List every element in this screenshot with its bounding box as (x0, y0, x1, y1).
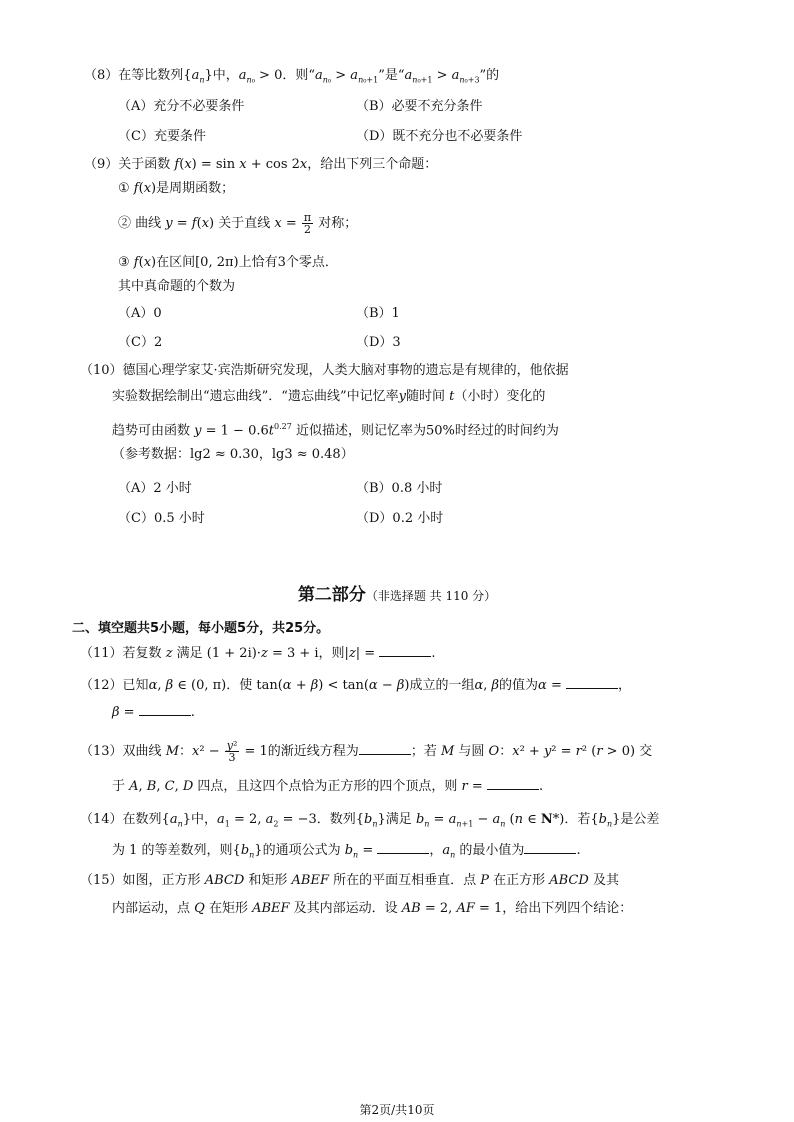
question-9-stem: （9）关于函数 f(x) = sin x + cos 2x，给出下列三个命题： (84, 157, 438, 172)
question-13-line-2: 于 A, B, C, D 四点，且这四个点恰为正方形的四个顶点，则 r = . (112, 779, 544, 794)
statement-2: ② 曲线 y = f(x) 关于直线 x = $\frac{\pi}{2}$ 对称； (118, 211, 358, 236)
question-number: （13） (80, 744, 123, 759)
question-10-line-2: 实验数据绘制出“遗忘曲线”．“遗忘曲线”中记忆率y随时间 t（小时）变化的 (112, 389, 546, 404)
question-10-stem: （10）德国心理学家艾·宾浩斯研究发现，人类大脑对事物的遗忘是有规律的，他依据 (80, 363, 569, 378)
question-10-line-3: 趋势可由函数 $y = 1 - 0.6t^{0.27}$ 近似描述，则记忆率为50%时经过的时间约为 (112, 422, 559, 439)
question-14: （14）在数列$\{a_n\}$中，$a_1 = 2$, $a_2 = -3$．数列$\{b_n\}$满足 $b_n = a_{n+1} - a_n$ (n ∈ N*)．若$\{b_n\}$是公差 (80, 812, 660, 829)
option-b: （B）1 (356, 306, 400, 321)
option-b: （B）必要不充分条件 (356, 99, 483, 114)
option-b: （B）0.8 小时 (356, 481, 443, 496)
question-number: （15） (80, 873, 123, 888)
question-12: （12）已知α, β ∈ (0, π)．使 tan(α + β) < tan(α − β)成立的一组α, β的值为α = ， (80, 678, 632, 693)
question-number: （11） (80, 646, 123, 661)
option-d: （D）0.2 小时 (356, 511, 444, 526)
statement-3: ③ f(x)在区间[0, 2π)上恰有3个零点． (118, 255, 338, 270)
option-c: （C）充要条件 (118, 129, 206, 144)
question-number: （8） (84, 68, 119, 83)
question-14-line-2: 为 1 的等差数列，则$\{b_n\}$的通项公式为 $b_n$ = ，$a_n$ 的最小值为 . (112, 843, 581, 860)
question-10-reference: （参考数据：lg2 ≈ 0.30，lg3 ≈ 0.48） (112, 447, 354, 462)
question-number: （9） (84, 157, 119, 172)
option-d: （D）3 (356, 335, 401, 350)
question-number: （12） (80, 678, 123, 693)
question-number: （14） (80, 812, 123, 827)
question-13: （13）双曲线 M：x² − $\frac{\text{y²}}{3}$ = 1的渐近线方程为 ；若 M 与圆 O：x² + y² = r² (r > 0) 交 (80, 739, 653, 764)
statement-1: ① f(x)是周期函数； (118, 181, 235, 196)
option-a: （A）0 (118, 306, 162, 321)
question-15-line-2: 内部运动，点 Q 在矩形 ABEF 及其内部运动．设 AB = 2, AF = 1，给出下列四个结论： (112, 901, 633, 916)
question-12-line-2: β = . (112, 705, 195, 720)
question-9-ask: 其中真命题的个数为 (118, 279, 236, 294)
question-15: （15）如图，正方形 ABCD 和矩形 ABEF 所在的平面互相垂直．点 P 在正方形 ABCD 及其 (80, 873, 619, 888)
option-c: （C）2 (118, 335, 163, 350)
question-number: （10） (80, 363, 123, 378)
part-title: 第二部分（非选择题 共 110 分） (297, 585, 497, 605)
option-d: （D）既不充分也不必要条件 (356, 129, 523, 144)
question-8-stem: （8）在等比数列$\{a_n\}$中，$a_{n_0} > 0$．则“$a_{n_0} > a_{n_0+1}$”是“$a_{n_0+1} > a_{n_0+3}$”的 (84, 68, 500, 85)
option-c: （C）0.5 小时 (118, 511, 205, 526)
page-footer: 第2页/共10页 (359, 1103, 435, 1117)
question-11: （11）若复数 z 满足 (1 + 2i)·z = 3 + i，则|z| = . (80, 646, 436, 661)
option-a: （A）充分不必要条件 (118, 99, 245, 114)
option-a: （A）2 小时 (118, 481, 192, 496)
section-heading: 二、填空题共5小题，每小题5分，共25分。 (72, 621, 330, 636)
